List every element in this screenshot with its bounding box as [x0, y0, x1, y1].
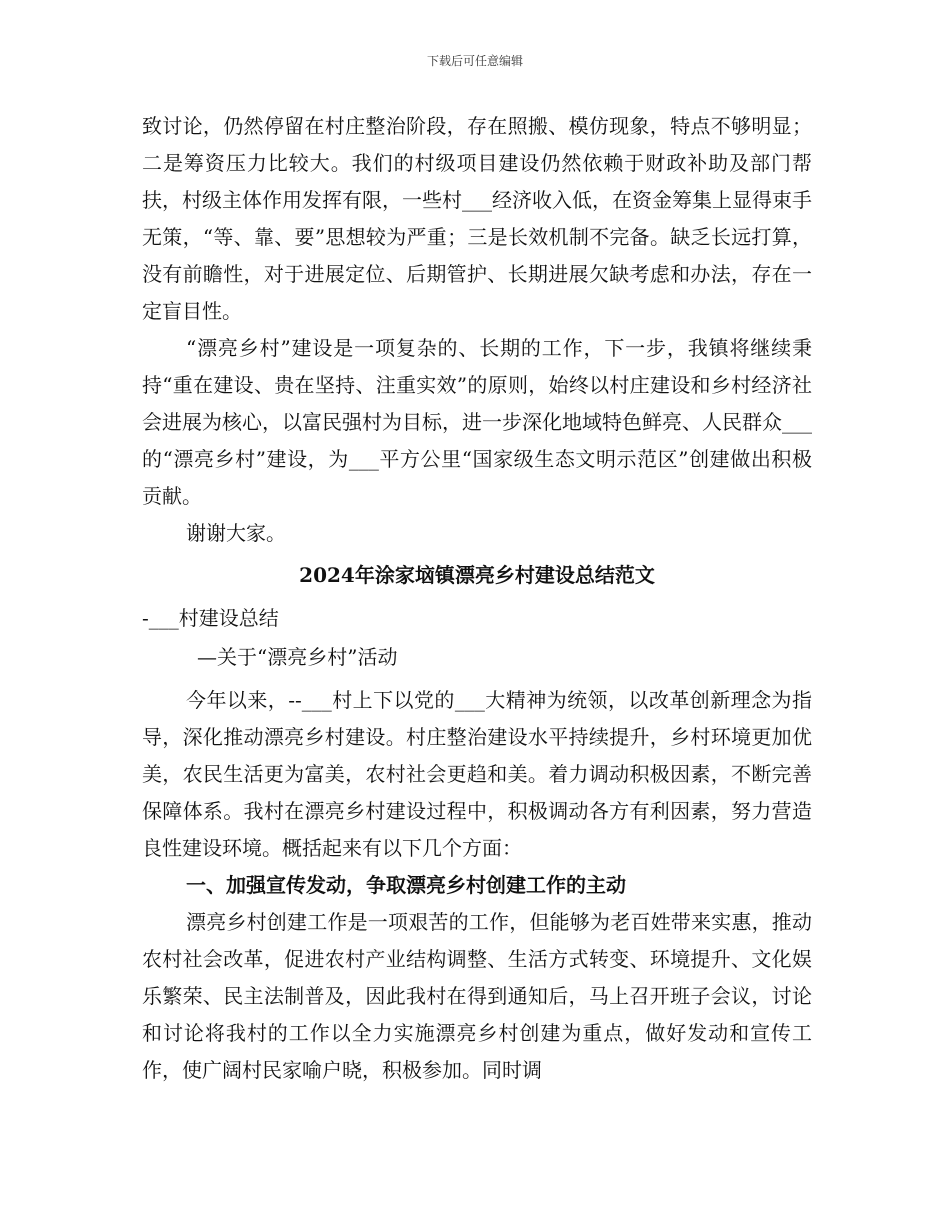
- paragraph-intro: 今年以来，--___村上下以党的___大精神为统领，以改革创新理念为指导，深化推动漂亮乡村建设。村庄整治建设水平持续提升，乡村环境更加优美，农民生活更为富美，农村社会更趋和美。着力调动积极因素，不断完善保障体系。我村在漂亮乡村建设过程中，积极调动各方有利因素，努力营造良性建设环境。概括起来有以下几个方面：: [142, 688, 812, 860]
- paragraph-next-steps: “漂亮乡村”建设是一项复杂的、长期的工作，下一步，我镇将继续秉持“重在建设、贵在坚持、注重实效”的原则，始终以村庄建设和乡村经济社会进展为核心，以富民强村为目标，进一步深化地域特色鲜亮、人民群众___的“漂亮乡村”建设，为___平方公里“国家级生态文明示范区”创建做出积极贡献。: [142, 336, 812, 508]
- document-body: [142, 108, 812, 1089]
- subtitle-activity: —关于“漂亮乡村”活动: [197, 645, 398, 669]
- paragraph-continuation: 致讨论，仍然停留在村庄整治阶段，存在照搬、模仿现象，特点不够明显；二是筹资压力比较大。我们的村级项目建设仍然依赖于财政补助及部门帮扶，村级主体作用发挥有限，一些村___经济收入低，在资金筹集上显得束手无策，“等、靠、要”思想较为严重；三是长效机制不完备。缺乏长远打算，没有前瞻性，对于进展定位、后期管护、长期进展欠缺考虑和办法，存在一定盲目性。: [142, 114, 812, 323]
- paragraph-section-1: 漂亮乡村创建工作是一项艰苦的工作，但能够为老百姓带来实惠，推动农村社会改革，促进农村产业结构调整、生活方式转变、环境提升、文化娱乐繁荣、民主法制普及，因此我村在得到通知后，马上召开班子会议，讨论和讨论将我村的工作以全力实施漂亮乡村创建为重点，做好发动和宣传工作，使广阔村民家喻户晓，积极参加。同时调: [142, 910, 812, 1082]
- page-header: 下载后可任意编辑: [426, 54, 523, 68]
- section-heading-1: 一、加强宣传发动，争取漂亮乡村创建工作的主动: [186, 873, 626, 897]
- subtitle-village-summary: -___村建设总结: [142, 606, 279, 630]
- paragraph-thanks: 谢谢大家。: [186, 521, 286, 545]
- document-title: 2024年涂家垴镇漂亮乡村建设总结范文: [299, 563, 655, 587]
